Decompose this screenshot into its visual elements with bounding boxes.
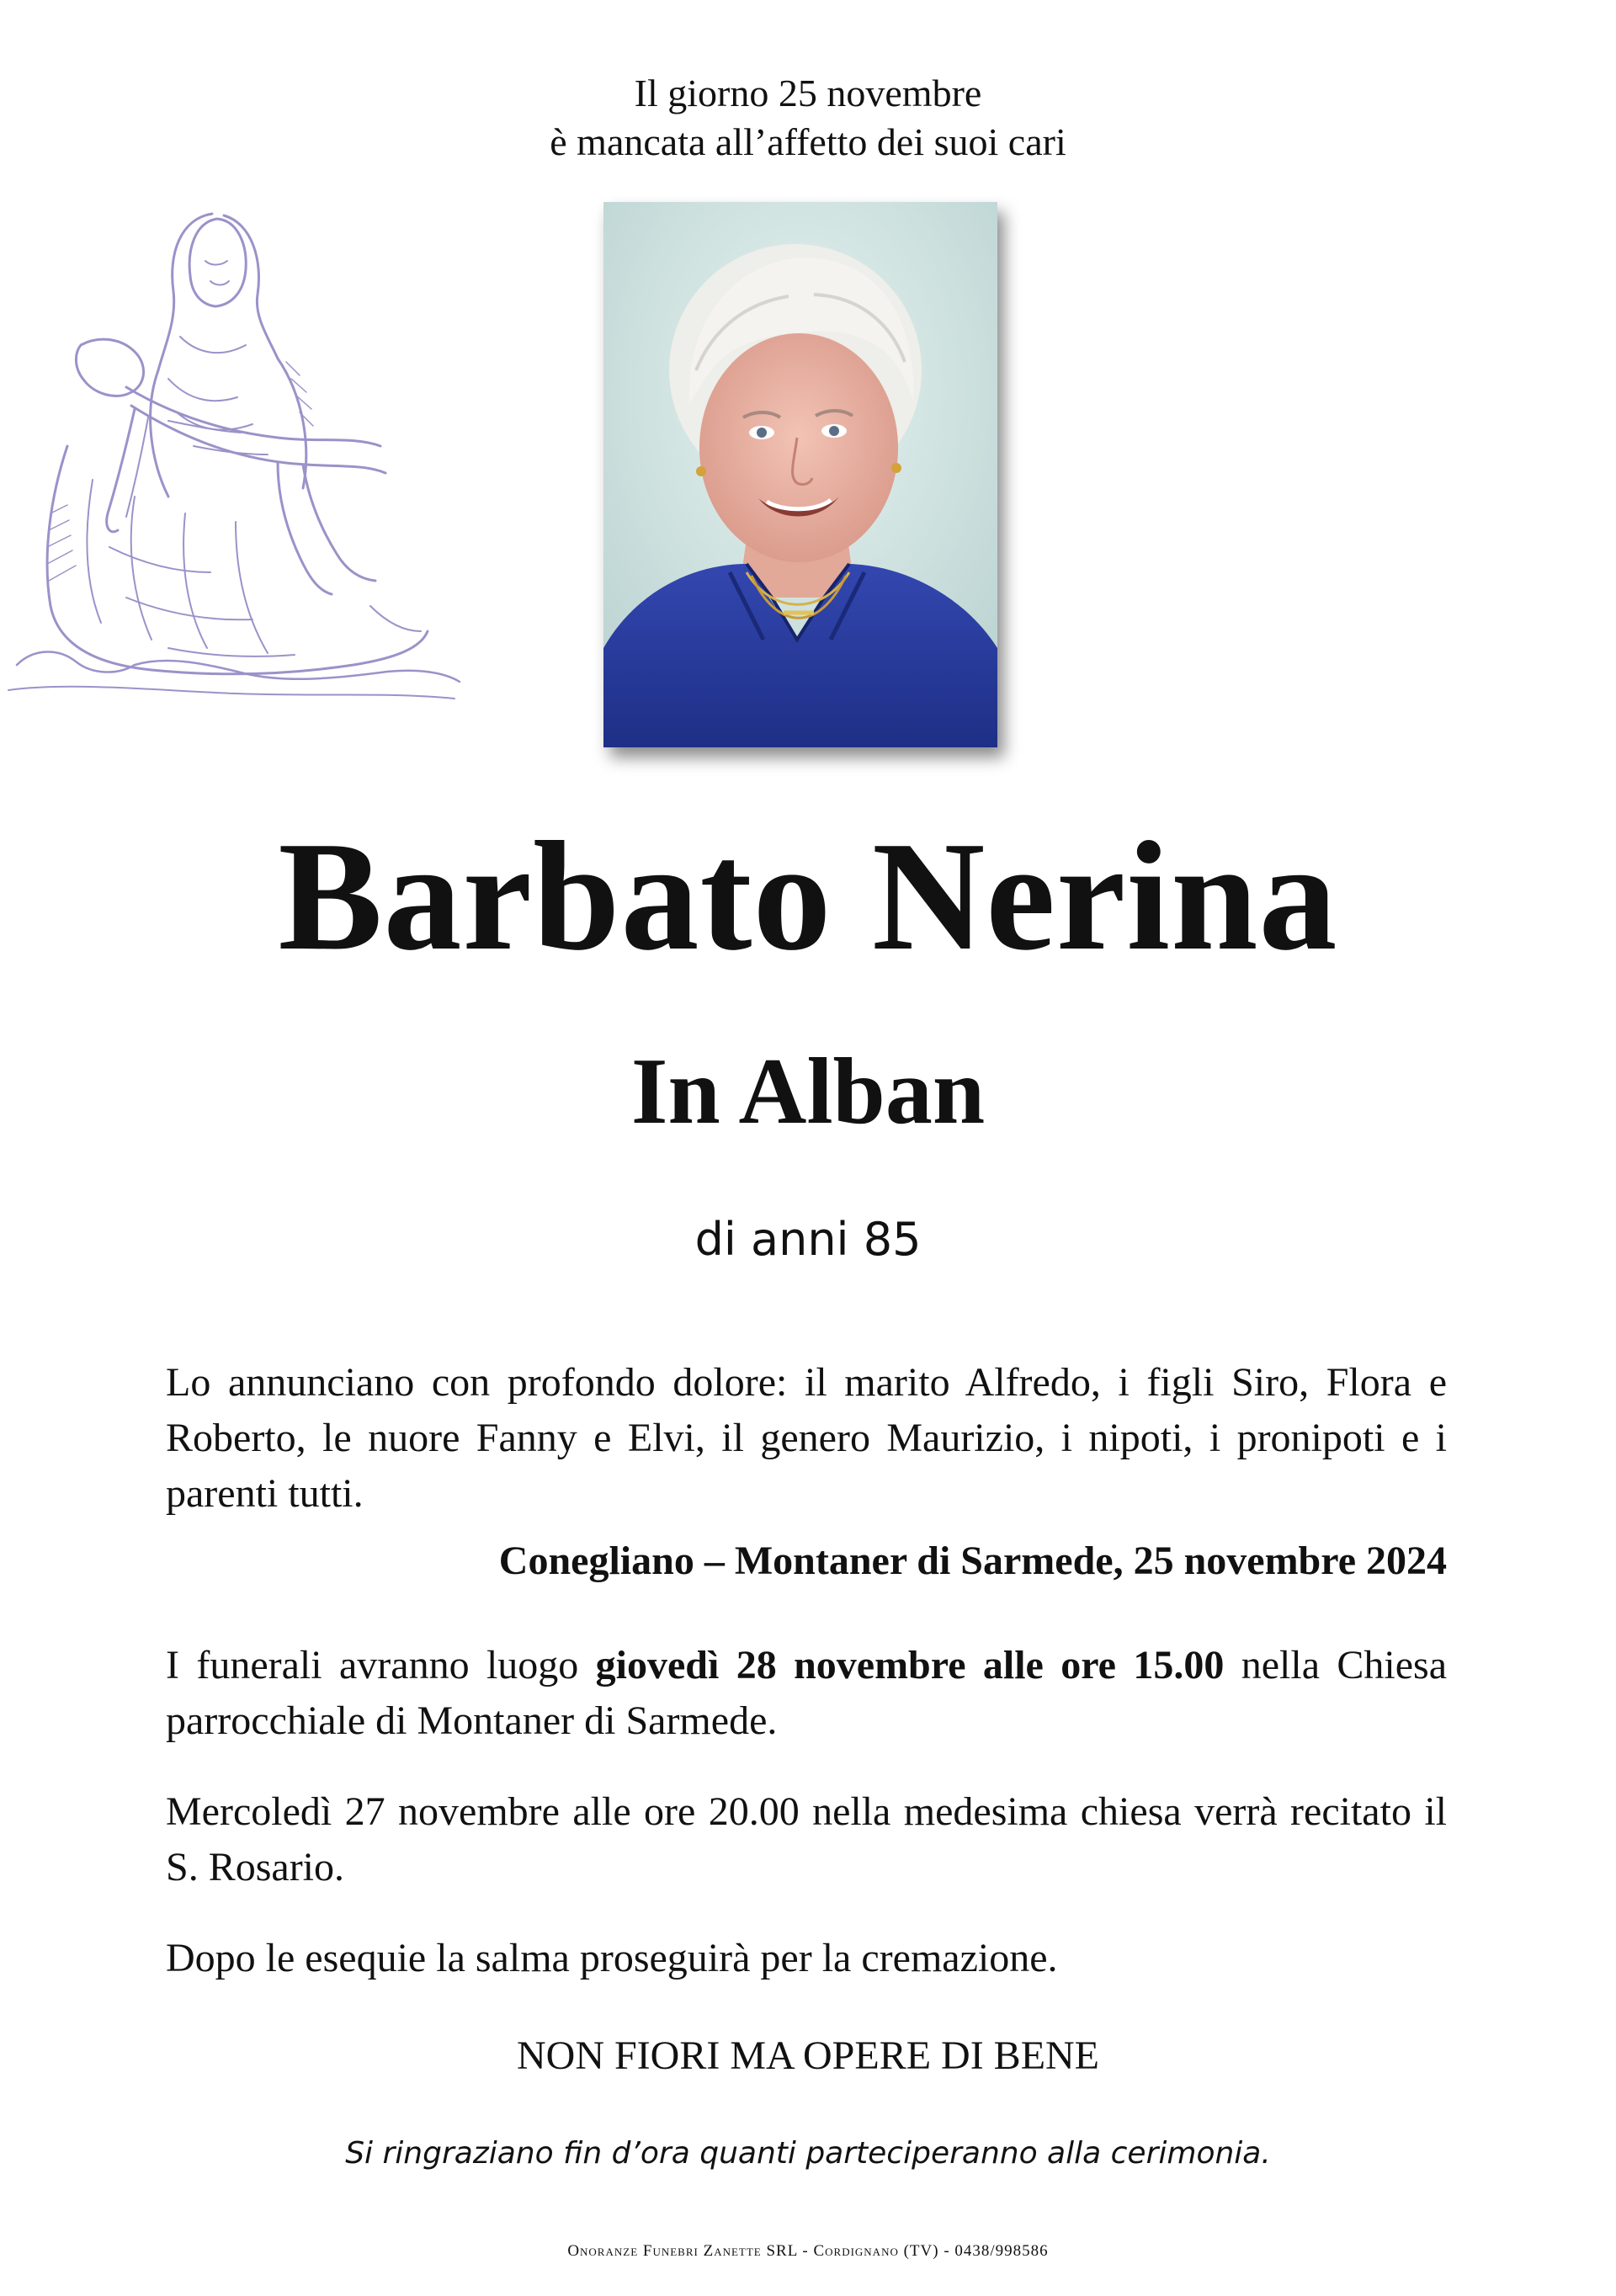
place-date: Conegliano – Montaner di Sarmede, 25 novembre 2024 bbox=[498, 1539, 1447, 1583]
funeral-home-footer: Onoranze Funebri Zanette SRL - Cordignano (TV) - 0438/998586 bbox=[567, 2242, 1049, 2260]
funeral-paragraph bbox=[166, 1638, 1447, 1749]
pieta-sketch-image bbox=[0, 210, 461, 707]
portrait-svg bbox=[603, 202, 997, 747]
age-text: di anni 85 bbox=[694, 1213, 922, 1266]
no-flowers-notice: NON FIORI MA OPERE DI BENE bbox=[516, 2033, 1099, 2078]
funeral-prefix: I funerali avranno luogo bbox=[166, 1643, 596, 1687]
intro-text bbox=[0, 69, 1616, 167]
funeral-suffix: nella Chiesa parrocchiale di Montaner di Sarmede. bbox=[166, 1643, 1448, 1743]
intro-line-1: Il giorno 25 novembre bbox=[634, 72, 982, 114]
announcement-paragraph: Lo annunciano con profondo dolore: il marito Alfredo, i figli Siro, Flora e Roberto, le nuore Fanny e Elvi, il genero Maurizio, i nipoti, i pronipoti e i parenti tutti. bbox=[166, 1360, 1447, 1516]
pieta-sketch-svg bbox=[0, 210, 461, 707]
thanks-note: Si ringraziano fin d’ora quanti parteciperanno alla cerimonia. bbox=[345, 2136, 1271, 2171]
deceased-name: Barbato Nerina bbox=[278, 810, 1338, 983]
portrait-photo bbox=[603, 202, 997, 747]
funeral-date-time: giovedì 28 novembre alle ore 15.00 bbox=[595, 1643, 1225, 1687]
married-name: In Alban bbox=[630, 1039, 986, 1144]
cremation-paragraph: Dopo le esequie la salma proseguirà per la cremazione. bbox=[166, 1936, 1058, 1980]
intro-line-2: è mancata all’affetto dei suoi cari bbox=[550, 120, 1066, 163]
rosary-paragraph: Mercoledì 27 novembre alle ore 20.00 nella medesima chiesa verrà recitato il S. Rosario. bbox=[166, 1789, 1447, 1889]
